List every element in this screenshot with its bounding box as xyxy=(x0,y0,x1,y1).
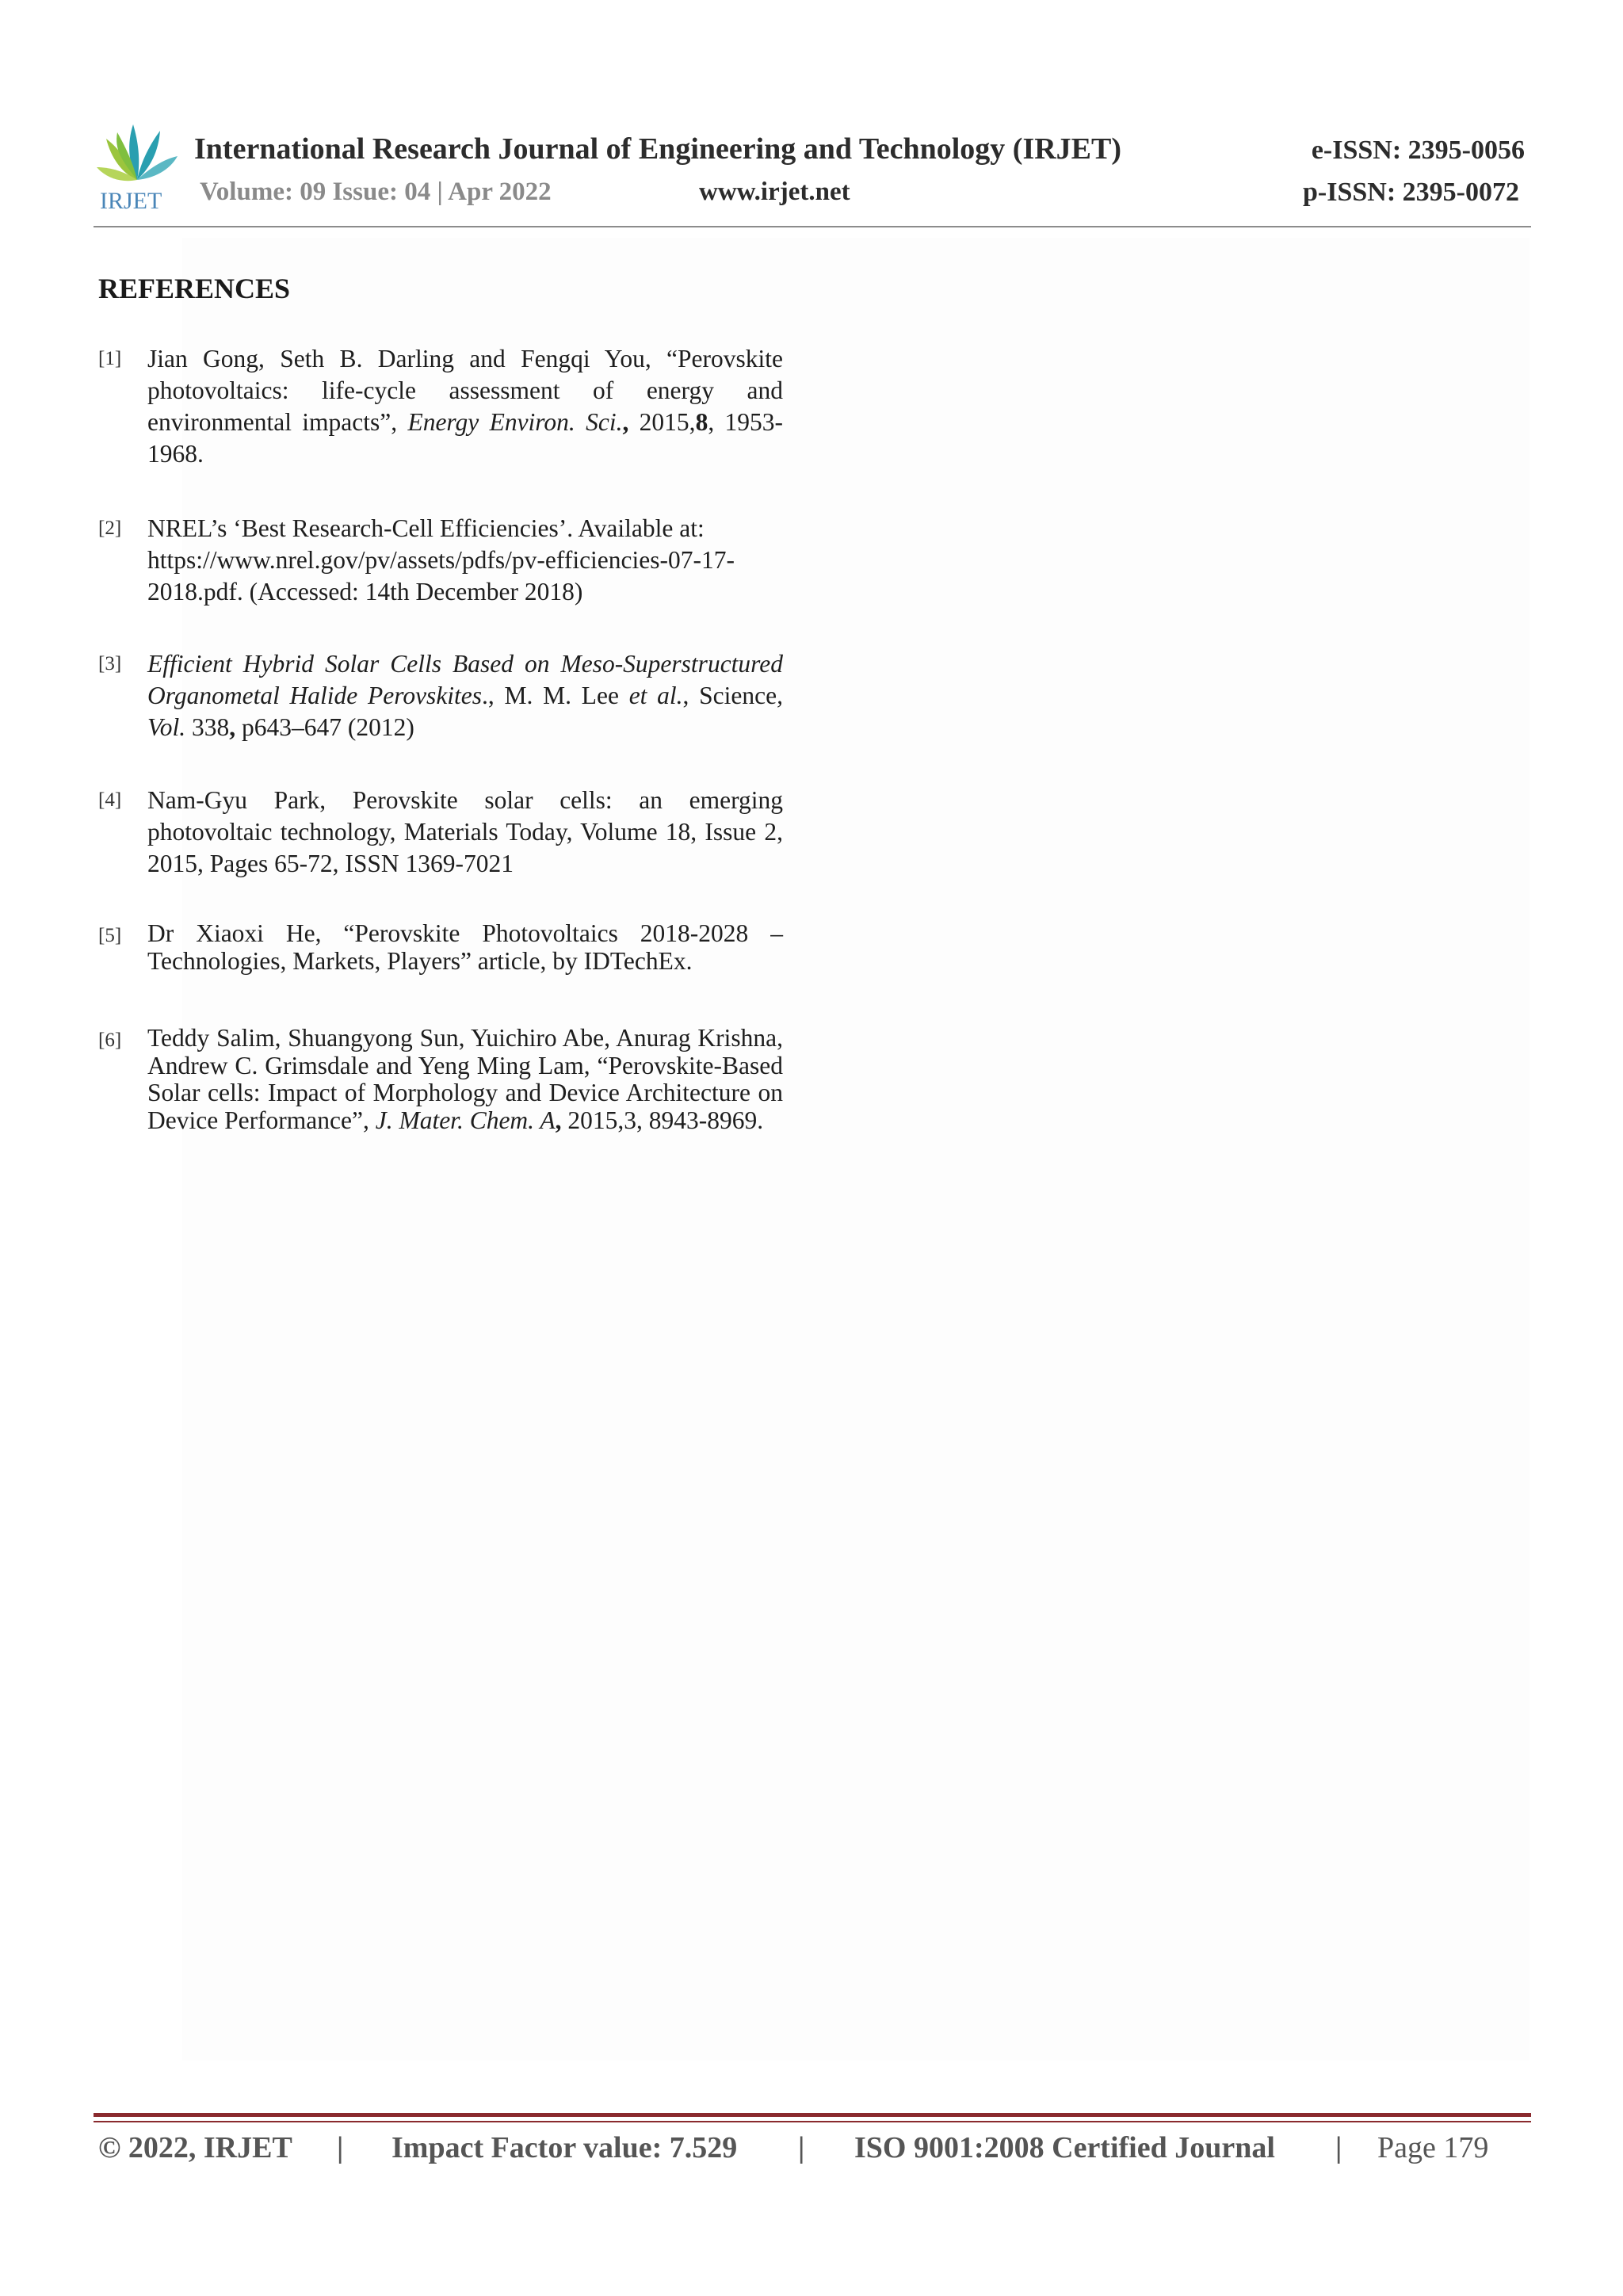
reference-pages: , 1953-1968. xyxy=(147,408,784,468)
volume-issue: Volume: 09 Issue: 04 | Apr 2022 xyxy=(200,178,552,206)
footer-rule xyxy=(94,2113,1531,2117)
reference-number: [5] xyxy=(98,925,122,946)
reference-vol-label: , Vol. xyxy=(147,682,783,741)
logo-text: IRJET xyxy=(100,188,162,214)
reference-comma: , xyxy=(555,1106,562,1134)
reference-item xyxy=(98,513,783,608)
header-divider xyxy=(94,226,1531,227)
reference-text xyxy=(147,343,783,470)
logo-leaves-icon xyxy=(97,124,178,181)
footer-rule-thin xyxy=(94,2121,1531,2122)
reference-journal: J. Mater. Chem. A xyxy=(375,1106,556,1134)
irjet-logo xyxy=(94,115,181,214)
footer-separator: | xyxy=(1335,2131,1342,2164)
footer-separator: | xyxy=(337,2131,344,2164)
footer-copyright: © 2022, IRJET xyxy=(98,2131,292,2164)
reference-text: Nam-Gyu Park, Perovskite solar cells: an emerging photovoltaic technology, Materials Today, Volume 18, Issue 2, 2015, Pages 65-72, ISSN 1369-7021 xyxy=(147,786,783,877)
journal-title: International Research Journal of Engineering and Technology (IRJET) xyxy=(194,132,1122,166)
reference-authors: Teddy Salim, Shuangyong Sun, Yuichiro Abe, Anurag Krishna, Andrew C. Grimsdale and Yeng Ming Lam, “Perovskite-Based Solar cells: Impact of Morphology and Device Architecture on Device Performance”, xyxy=(147,1024,783,1134)
e-issn: e-ISSN: 2395-0056 xyxy=(1311,136,1525,165)
reference-number: [3] xyxy=(98,653,122,674)
reference-item xyxy=(98,785,783,880)
reference-number: [6] xyxy=(98,1030,122,1051)
website-link[interactable]: www.irjet.net xyxy=(699,178,850,206)
reference-rest: 2015,3, 8943-8969. xyxy=(561,1106,764,1134)
reference-volume: 8 xyxy=(695,408,708,436)
reference-authors: Jian Gong, Seth B. Darling and Fengqi You, “Perovskite photovoltaics: life-cycle assessment of energy and environmental impacts”, xyxy=(147,345,783,436)
page-background xyxy=(182,238,1529,2061)
reference-journal: , Science xyxy=(682,682,777,709)
reference-etal: et al. xyxy=(628,682,683,709)
reference-number: [1] xyxy=(98,348,122,369)
reference-text: NREL’s ‘Best Research-Cell Efficiencies’. Available at: https://www.nrel.gov/pv/assets/pdfs/pv-efficiencies-07-17-2018.pdf. (Accessed: 14th December 2018) xyxy=(147,514,735,606)
reference-text xyxy=(147,648,783,743)
reference-rest: p643–647 (2012) xyxy=(235,713,414,741)
reference-text: Dr Xiaoxi He, “Perovskite Photovoltaics 2018-2028 – Technologies, Markets, Players” article, by IDTechEx. xyxy=(147,919,783,975)
reference-title: Efficient Hybrid Solar Cells Based on Meso-Superstructured Organometal Halide Perovskites xyxy=(147,650,783,709)
reference-comma: , xyxy=(622,408,629,436)
references-heading: REFERENCES xyxy=(98,273,291,304)
reference-item xyxy=(98,648,783,743)
reference-item xyxy=(98,343,783,470)
reference-journal: Energy Environ. Sci. xyxy=(407,408,623,436)
footer-page-number: Page 179 xyxy=(1377,2131,1489,2164)
reference-text xyxy=(147,1025,783,1134)
reference-number: [4] xyxy=(98,789,122,811)
reference-volume: 338 xyxy=(185,713,230,741)
reference-item xyxy=(98,1025,783,1134)
reference-comma: , xyxy=(229,713,236,741)
reference-number: [2] xyxy=(98,518,122,539)
p-issn: p-ISSN: 2395-0072 xyxy=(1303,178,1519,207)
footer-separator: | xyxy=(798,2131,805,2164)
footer-iso: ISO 9001:2008 Certified Journal xyxy=(854,2131,1275,2164)
reference-item xyxy=(98,920,783,975)
reference-year: 2015, xyxy=(628,408,696,436)
reference-authors: ., M. M. Lee xyxy=(482,682,629,709)
footer-impact-factor: Impact Factor value: 7.529 xyxy=(391,2131,738,2164)
